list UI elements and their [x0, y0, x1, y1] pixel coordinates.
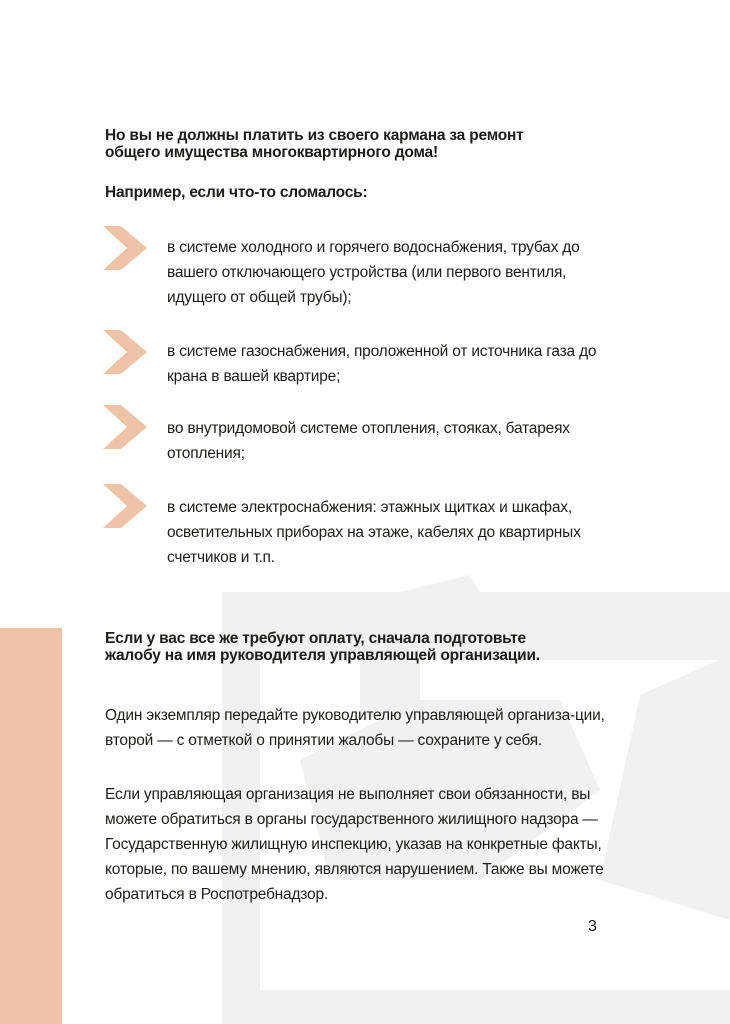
paragraph-copy-instructions: Один экземпляр передайте руководителю управляющей организа-ции, второй — с отметкой о принятии жалобы — сохраните у себя.: [105, 707, 605, 749]
page-number: 3: [588, 918, 597, 935]
paragraph-supervision: Если управляющая организация не выполняет свои обязанности, вы можете обратиться в органы государственного жилищного надзора — Государственную жилищную инспекцию, указав на конкретные факты, которые, по вашему мнению, являются нарушением. Также вы можете обратиться в Роспотребнадзор.: [105, 786, 604, 903]
list-item-text: в системе электроснабжения: этажных щитках и шкафах, осветительных приборах на этаже, кабелях до квартирных счетчиков и т.п.: [167, 499, 581, 566]
chevron-right-icon: [103, 226, 147, 270]
list-item-text: во внутридомовой системе отопления, стояках, батареях отопления;: [167, 420, 570, 462]
chevron-right-icon: [103, 405, 147, 449]
chevron-right-icon: [103, 484, 147, 528]
list-item-text: в системе холодного и горячего водоснабжения, трубах до вашего отключающего устройства (или первого вентиля, идущего от общей трубы);: [167, 239, 580, 306]
chevron-right-icon: [103, 330, 147, 374]
list-item-text: в системе газоснабжения, проложенной от источника газа до крана в вашей квартире;: [167, 343, 597, 385]
intro-heading: Например, если что-то сломалось:: [105, 184, 368, 201]
warning-heading: Но вы не должны платить из своего кармана за ремонт общего имущества многоквартирного дома!: [105, 127, 524, 161]
complaint-heading: Если у вас все же требуют оплату, сначала подготовьте жалобу на имя руководителя управляющей организации.: [105, 630, 540, 664]
